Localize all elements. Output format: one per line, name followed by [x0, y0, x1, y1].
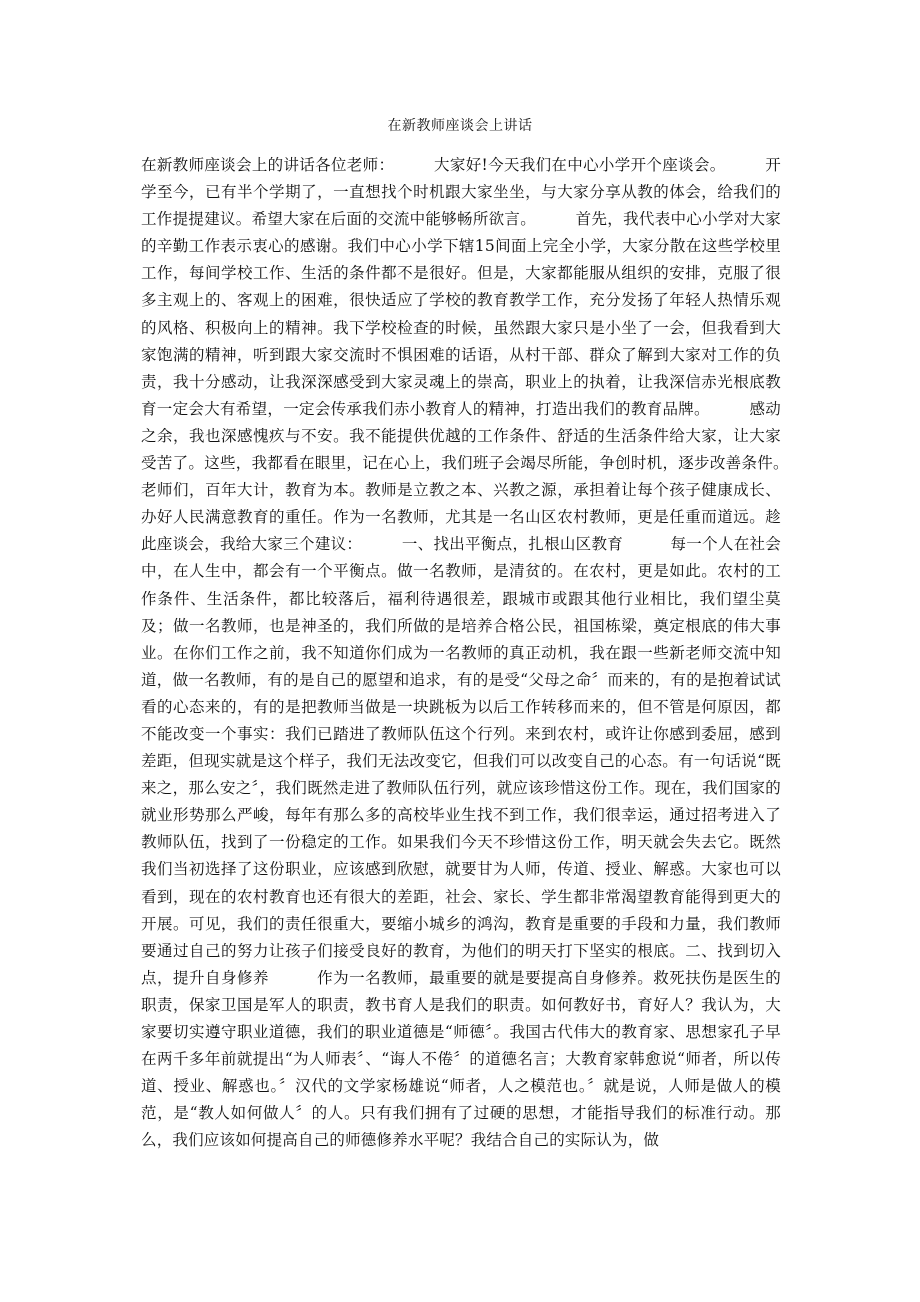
document-title: 在新教师座谈会上讲话 [387, 118, 533, 134]
document-body: 在新教师座谈会上的讲话各位老师： 大家好!今天我们在中心小学开个座谈会。 开学至今，已有半个学期了，一直想找个时机跟大家坐坐，与大家分享从教的体会，给我们的工作提提建议。希望大家在后面的交流中能够畅所欲言。 首先，我代表中心小学对大家的辛勤工作表示衷心的感谢。我们中心小学下辖15间面上完全小学，大家分散在这些学校里工作，每间学校工作、生活的条件都不是很好。但是，大家都能服从组织的安排，克服了很多主观上的、客观上的困难，很快适应了学校的教育教学工作，充分发扬了年轻人热情乐观的风格、积极向上的精神。我下学校检查的时候，虽然跟大家只是小坐了一会，但我看到大家饱满的精神，听到跟大家交流时不惧困难的话语，从村干部、群众了解到大家对工作的负责，我十分感动，让我深深感受到大家灵魂上的崇高，职业上的执着，让我深信赤光根底教育一定会大有希望，一定会传承我们赤小教育人的精神，打造出我们的教育品牌。 感动之余，我也深感愧疚与不安。我不能提供优越的工作条件、舒适的生活条件给大家，让大家受苦了。这些，我都看在眼里，记在心上，我们班子会竭尽所能，争创时机，逐步改善条件。 老师们，百年大计，教育为本。教师是立教之本、兴教之源，承担着让每个孩子健康成长、办好人民满意教育的重任。作为一名教师，尤其是一名山区农村教师，更是任重而道远。趁此座谈会，我给大家三个建议： 一、找出平衡点，扎根山区教育 每一个人在社会中，在人生中，都会有一个平衡点。做一名教师，是清贫的。在农村，更是如此。农村的工作条件、生活条件，都比较落后，福利待遇很差，跟城市或跟其他行业相比，我们望尘莫及；做一名教师，也是神圣的，我们所做的是培养合格公民，祖国栋梁，奠定根底的伟大事业。在你们工作之前，我不知道你们成为一名教师的真正动机，我在跟一些新老师交流中知道，做一名教师，有的是自己的愿望和追求，有的是受“父母之命〞而来的，有的是抱着试试看的心态来的，有的是把教师当做是一块跳板为以后工作转移而来的，但不管是何原因，都不能改变一个事实：我们已踏进了教师队伍这个行列。来到农村，或许让你感到委屈，感到差距，但现实就是这个样子，我们无法改变它，但我们可以改变自己的心态。有一句话说“既来之，那么安之〞，我们既然走进了教师队伍行列，就应该珍惜这份工作。现在，我们国家的就业形势那么严峻，每年有那么多的高校毕业生找不到工作，我们很幸运，通过招考进入了教师队伍，找到了一份稳定的工作。如果我们今天不珍惜这份工作，明天就会失去它。既然我们当初选择了这份职业，应该感到欣慰，就要甘为人师，传道、授业、解惑。大家也可以看到，现在的农村教育也还有很大的差距，社会、家长、学生都非常渴望教育能得到更大的开展。可见，我们的责任很重大，要缩小城乡的鸿沟，教育是重要的手段和力量，我们教师要通过自己的努力让孩子们接受良好的教育，为他们的明天打下坚实的根底。二、找到切入点，提升自身修养 作为一名教师，最重要的就是要提高自身修养。救死扶伤是医生的职责，保家卫国是军人的职责，教书育人是我们的职责。如何教好书，育好人？我认为，大家要切实遵守职业道德，我们的职业道德是“师德〞。我国古代伟大的教育家、思想家孔子早在两千多年前就提出“为人师表〞、“诲人不倦〞的道德名言；大教育家韩愈说“师者，所以传道、授业、解惑也。〞汉代的文学家杨雄说“师者，人之模范也。〞就是说，人师是做人的模范，是“教人如何做人〞的人。只有我们拥有了过硬的思想，才能指导我们的标准行动。那么，我们应该如何提高自己的师德修养水平呢？我结合自己的实际认为，做 [141, 156, 829, 1150]
